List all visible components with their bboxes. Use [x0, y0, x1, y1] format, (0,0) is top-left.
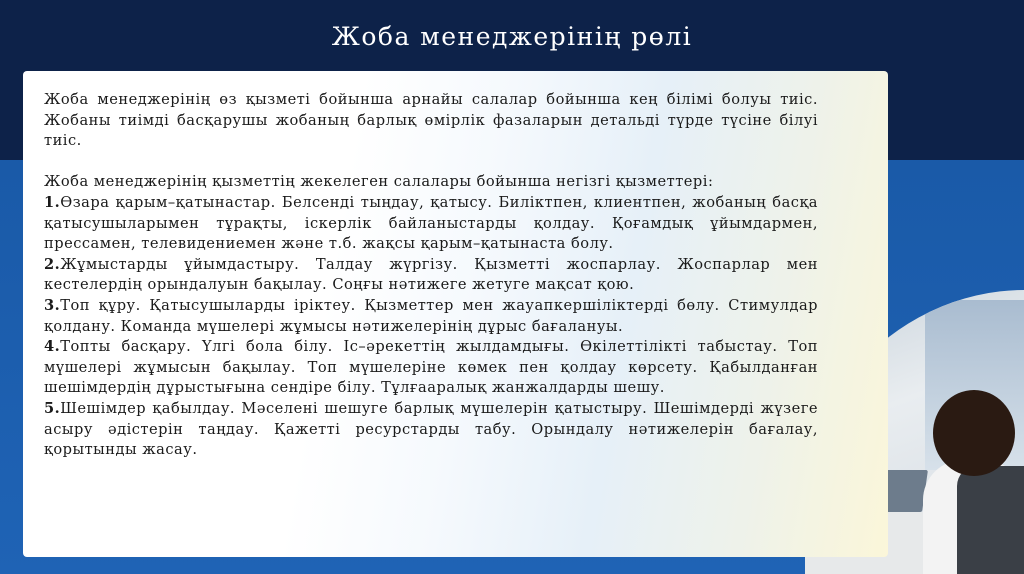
content-text [44, 90, 818, 461]
photo-hair [933, 390, 1015, 476]
item-text: Мәселені шешуге барлық мүшелерін қатыстыру. Шешімдерді жүзеге асыру әдістерін таңдау. Қажетті ресурстарды табу. Орындалу нәтижелерін бағалау, қорытынды жасау. [44, 399, 818, 459]
item-lead: Топты басқару. [60, 338, 192, 356]
item-text: Қатысушыларды іріктеу. Қызметтер мен жауапкершіліктерді бөлу. Стимулдар қолдану. Команда мүшелері жұмысы нәтижелерінің дұрыс бағалануы. [44, 296, 818, 335]
slide-title: Жоба менеджерінің рөлі [331, 22, 693, 51]
list-item [44, 255, 818, 296]
list-item [44, 399, 818, 461]
intro-paragraph: Жоба менеджерінің өз қызметі бойынша арнайы салалар бойынша кең білімі болуы тиіс. Жобаны тиімді басқарушы жобаның барлық өмірлік фазаларын детальді түрде түсіне білуі тиіс. [44, 91, 818, 150]
item-lead: Топ құру. [60, 296, 141, 314]
item-text: Белсенді тыңдау, қатысу. Биліктпен, клиентпен, жобаның басқа қатысушыларымен тұрақты, іскерлік байланыстарды қолдау. Қоғамдық ұйымдармен, прессамен, телевидениемен және т.б. жақсы қарым–қатынаста болу. [44, 193, 818, 253]
item-number: 5. [44, 399, 61, 417]
item-number: 3. [44, 296, 61, 314]
item-text: Талдау жүргізу. Қызметті жоспарлау. Жоспарлар мен кестелердің орындалуын бақылау. Соңғы нәтижеге жетуге мақсат қою. [44, 255, 818, 294]
item-lead: Өзара қарым–қатынастар. [60, 193, 276, 211]
item-lead: Жұмыстарды ұйымдастыру. [60, 255, 300, 273]
item-number: 1. [44, 193, 61, 211]
item-number: 2. [44, 255, 61, 273]
list-item [44, 337, 818, 399]
item-lead: Шешімдер қабылдау. [60, 399, 236, 417]
item-text: Үлгі бола білу. Іс–әрекеттің жылдамдығы. Өкілеттілікті табыстау. Топ мүшелері жұмысын бақылау. Топ мүшелеріне көмек пен қолдау көрсету. Қабылданған шешімдердің дұрыстығына сендіре білу. Тұлғааралық жанжалдарды шешу. [44, 338, 818, 397]
list-item [44, 193, 818, 255]
paragraph-gap [44, 152, 818, 173]
functions-heading: Жоба менеджерінің қызметтің жекелеген салалары бойынша негізгі қызметтері: [44, 173, 714, 191]
item-number: 4. [44, 338, 61, 356]
photo-vest [957, 466, 1024, 574]
list-item [44, 296, 818, 337]
content-panel [23, 71, 888, 557]
